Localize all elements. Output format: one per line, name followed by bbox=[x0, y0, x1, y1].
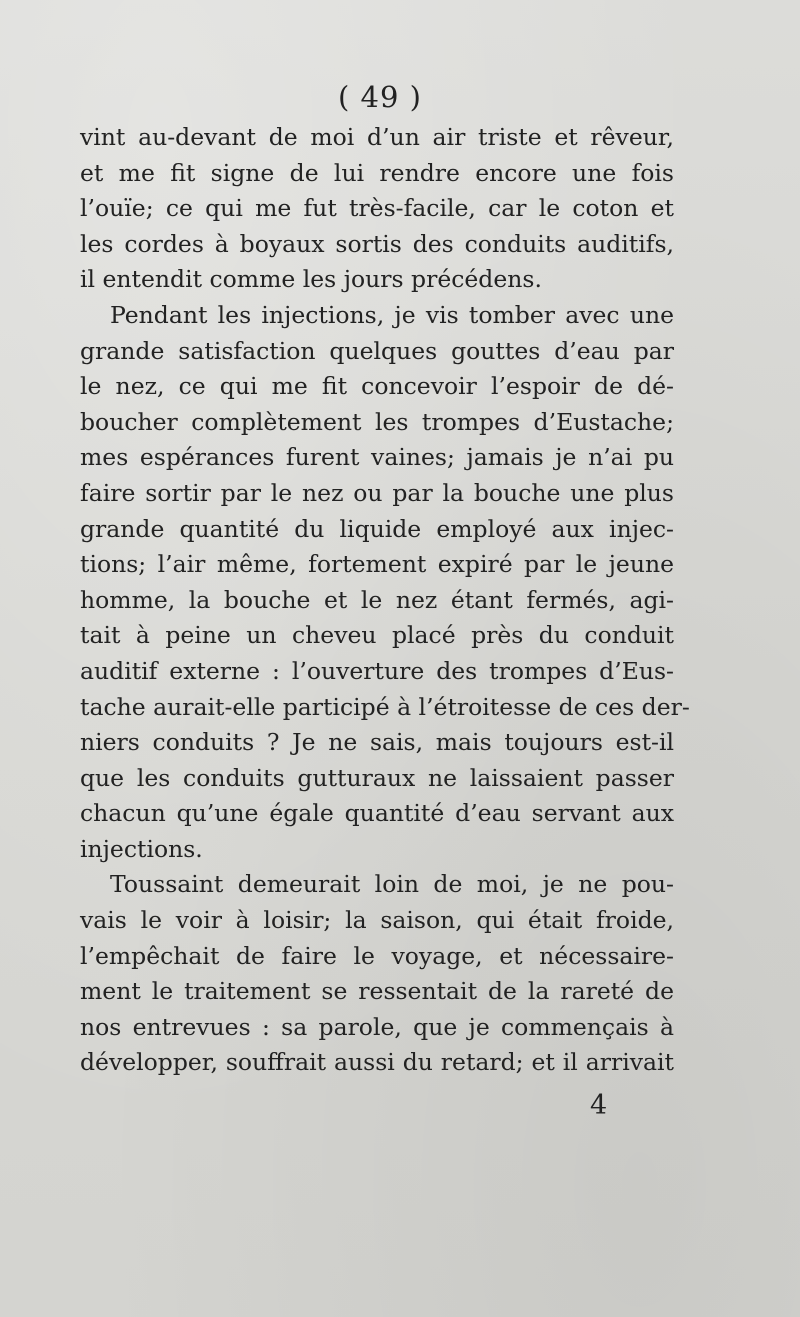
text-line: grande quantité du liquide employé aux injec- bbox=[80, 514, 674, 543]
text-line: homme, la bouche et le nez étant fermés, agi- bbox=[80, 585, 674, 614]
text-line: niers conduits ? Je ne sais, mais toujours est-il bbox=[80, 728, 674, 757]
text-line: Pendant les injections, je vis tomber avec une bbox=[110, 300, 674, 329]
text-line: que les conduits gutturaux ne laissaient passer bbox=[80, 763, 674, 792]
text-line: ment le traitement se ressentait de la rareté de bbox=[80, 977, 674, 1006]
text-line: Toussaint demeurait loin de moi, je ne pou- bbox=[110, 870, 674, 899]
text-line: et me fit signe de lui rendre encore une fois bbox=[80, 158, 674, 187]
text-line: tions; l’air même, fortement expiré par le jeune bbox=[80, 550, 674, 579]
text-line: l’ouïe; ce qui me fut très-facile, car le coton et bbox=[80, 194, 674, 223]
text-line: grande satisfaction quelques gouttes d’eau par bbox=[80, 336, 674, 365]
text-line: développer, souffrait aussi du retard; et il arrivait bbox=[80, 1048, 674, 1077]
paragraph-3 bbox=[80, 867, 674, 1081]
text-line: chacun qu’une égale quantité d’eau servant aux bbox=[80, 799, 674, 828]
text-line: vais le voir à loisir; la saison, qui était froide, bbox=[80, 906, 674, 935]
text-line: auditif externe : l’ouverture des trompes d’Eus- bbox=[80, 656, 674, 685]
paragraph-1 bbox=[80, 120, 674, 298]
text-line: boucher complètement les trompes d’Eustache; bbox=[80, 407, 674, 436]
paragraph-2 bbox=[80, 298, 690, 868]
signature-mark: 4 bbox=[590, 1090, 608, 1121]
body-text bbox=[80, 120, 690, 1081]
text-line: nos entrevues : sa parole, que je commençais à bbox=[80, 1012, 674, 1041]
text-line: le nez, ce qui me fit concevoir l’espoir de dé- bbox=[80, 372, 674, 401]
page-number: ( 49 ) bbox=[338, 80, 422, 114]
text-line: les cordes à boyaux sortis des conduits auditifs, bbox=[80, 229, 674, 258]
text-line: l’empêchait de faire le voyage, et nécessaire- bbox=[80, 941, 674, 970]
text-line: il entendit comme les jours précédens. bbox=[80, 265, 542, 294]
text-line: tache aurait-elle participé à l’étroitesse de ces der- bbox=[80, 692, 690, 721]
text-line: injections. bbox=[80, 834, 203, 863]
text-line: vint au-devant de moi d’un air triste et rêveur, bbox=[80, 123, 674, 151]
text-line: faire sortir par le nez ou par la bouche une plus bbox=[80, 478, 674, 507]
text-line: mes espérances furent vaines; jamais je n’ai pu bbox=[80, 443, 674, 472]
text-line: tait à peine un cheveu placé près du conduit bbox=[80, 621, 674, 650]
